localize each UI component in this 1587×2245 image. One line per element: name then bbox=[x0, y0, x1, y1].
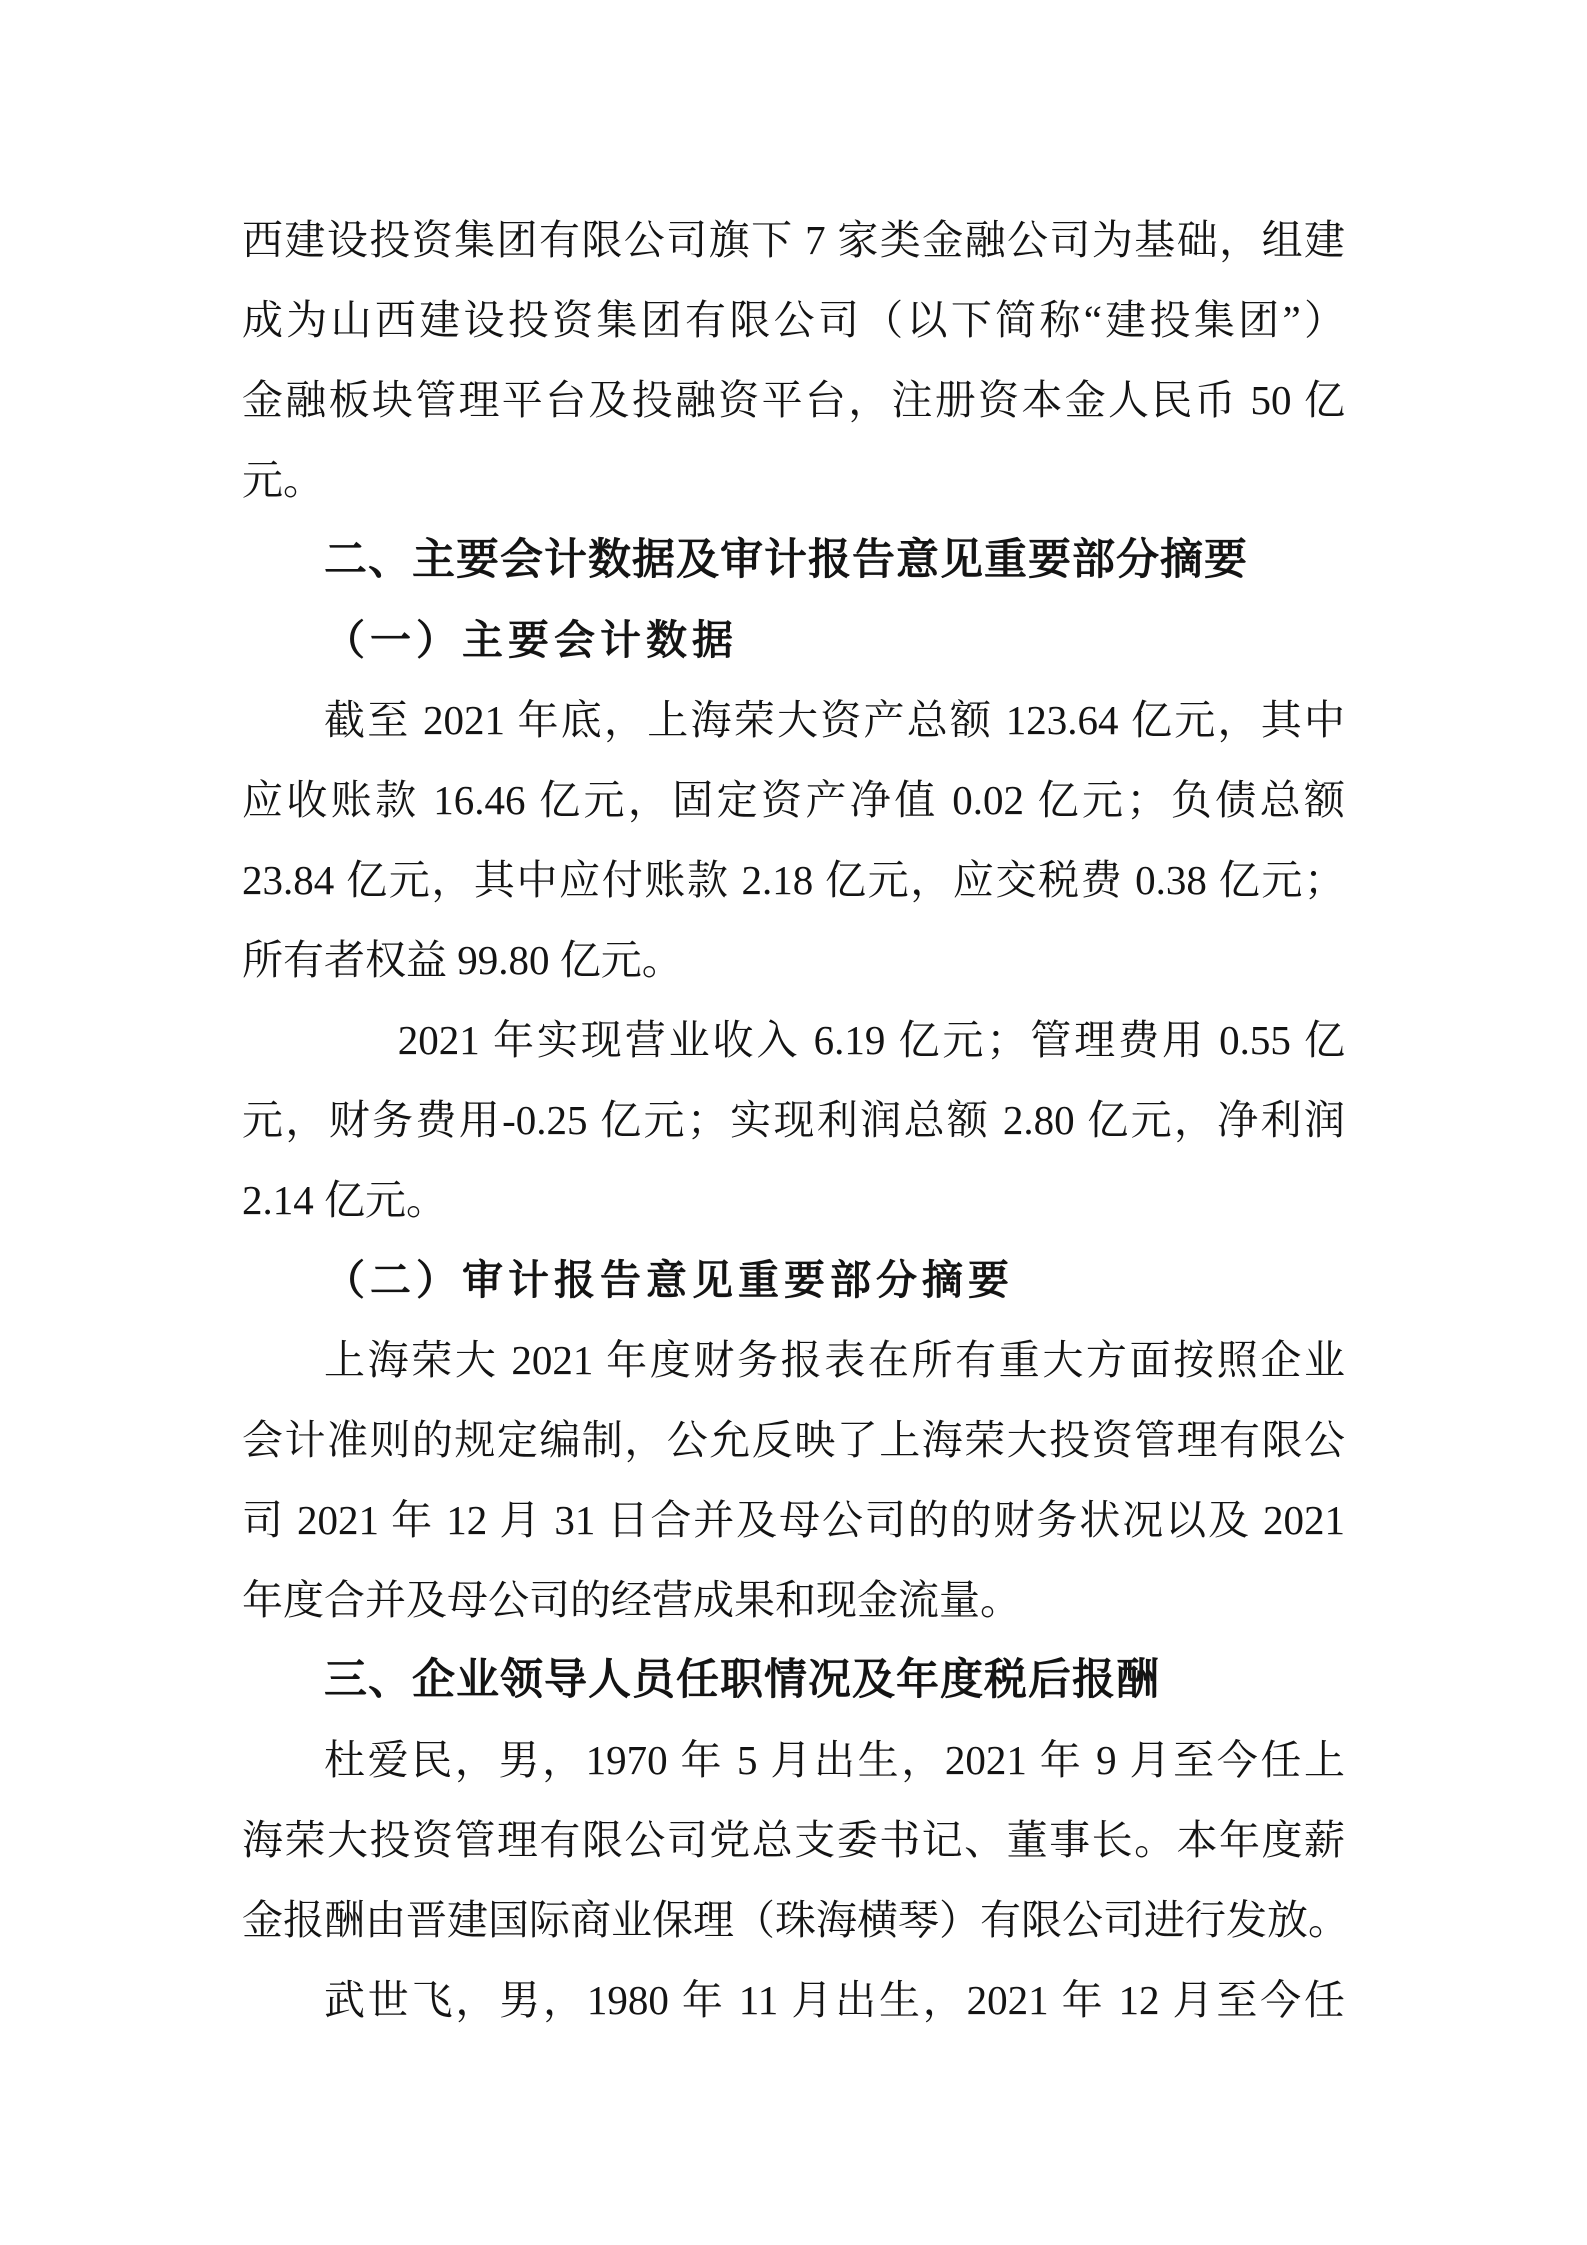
text-line: 武世飞，男，1980 年 11 月出生，2021 年 12 月至今任 bbox=[324, 1977, 1345, 2023]
text-line: 金融板块管理平台及投融资平台，注册资本金人民币 50 亿 bbox=[242, 377, 1345, 423]
text-line: 元，财务费用-0.25 亿元；实现利润总额 2.80 亿元，净利润 bbox=[242, 1097, 1345, 1143]
text-line: 2021 年实现营业收入 6.19 亿元；管理费用 0.55 亿 bbox=[397, 1017, 1345, 1063]
text-line: 金报酬由晋建国际商业保理（珠海横琴）有限公司进行发放。 bbox=[242, 1897, 1349, 1943]
section-heading: 三、企业领导人员任职情况及年度税后报酬 bbox=[324, 1656, 1160, 1704]
section-heading: 二、主要会计数据及审计报告意见重要部分摘要 bbox=[324, 536, 1248, 584]
text-line: 司 2021 年 12 月 31 日合并及母公司的的财务状况以及 2021 bbox=[242, 1497, 1345, 1543]
text-line: 23.84 亿元，其中应付账款 2.18 亿元，应交税费 0.38 亿元； bbox=[242, 857, 1345, 903]
text-line: 成为山西建设投资集团有限公司（以下简称“建投集团”） bbox=[242, 297, 1345, 343]
text-line: 会计准则的规定编制，公允反映了上海荣大投资管理有限公 bbox=[242, 1417, 1345, 1463]
sub-heading: （二）审计报告意见重要部分摘要 bbox=[324, 1257, 1014, 1303]
text-line: 海荣大投资管理有限公司党总支委书记、董事长。本年度薪 bbox=[242, 1817, 1345, 1863]
text-line: 上海荣大 2021 年度财务报表在所有重大方面按照企业 bbox=[324, 1337, 1345, 1383]
document-content bbox=[242, 200, 1349, 2040]
text-line: 所有者权益 99.80 亿元。 bbox=[242, 937, 683, 983]
text-line: 杜爱民，男，1970 年 5 月出生，2021 年 9 月至今任上 bbox=[324, 1737, 1345, 1783]
sub-heading: （一）主要会计数据 bbox=[324, 617, 738, 663]
text-line: 元。 bbox=[242, 457, 324, 503]
text-line: 2.14 亿元。 bbox=[242, 1177, 447, 1223]
text-line: 西建设投资集团有限公司旗下 7 家类金融公司为基础，组建 bbox=[242, 217, 1345, 263]
text-line: 应收账款 16.46 亿元，固定资产净值 0.02 亿元；负债总额 bbox=[242, 777, 1345, 823]
text-line: 截至 2021 年底，上海荣大资产总额 123.64 亿元，其中 bbox=[324, 697, 1345, 743]
text-line: 年度合并及母公司的经营成果和现金流量。 bbox=[242, 1577, 1021, 1623]
